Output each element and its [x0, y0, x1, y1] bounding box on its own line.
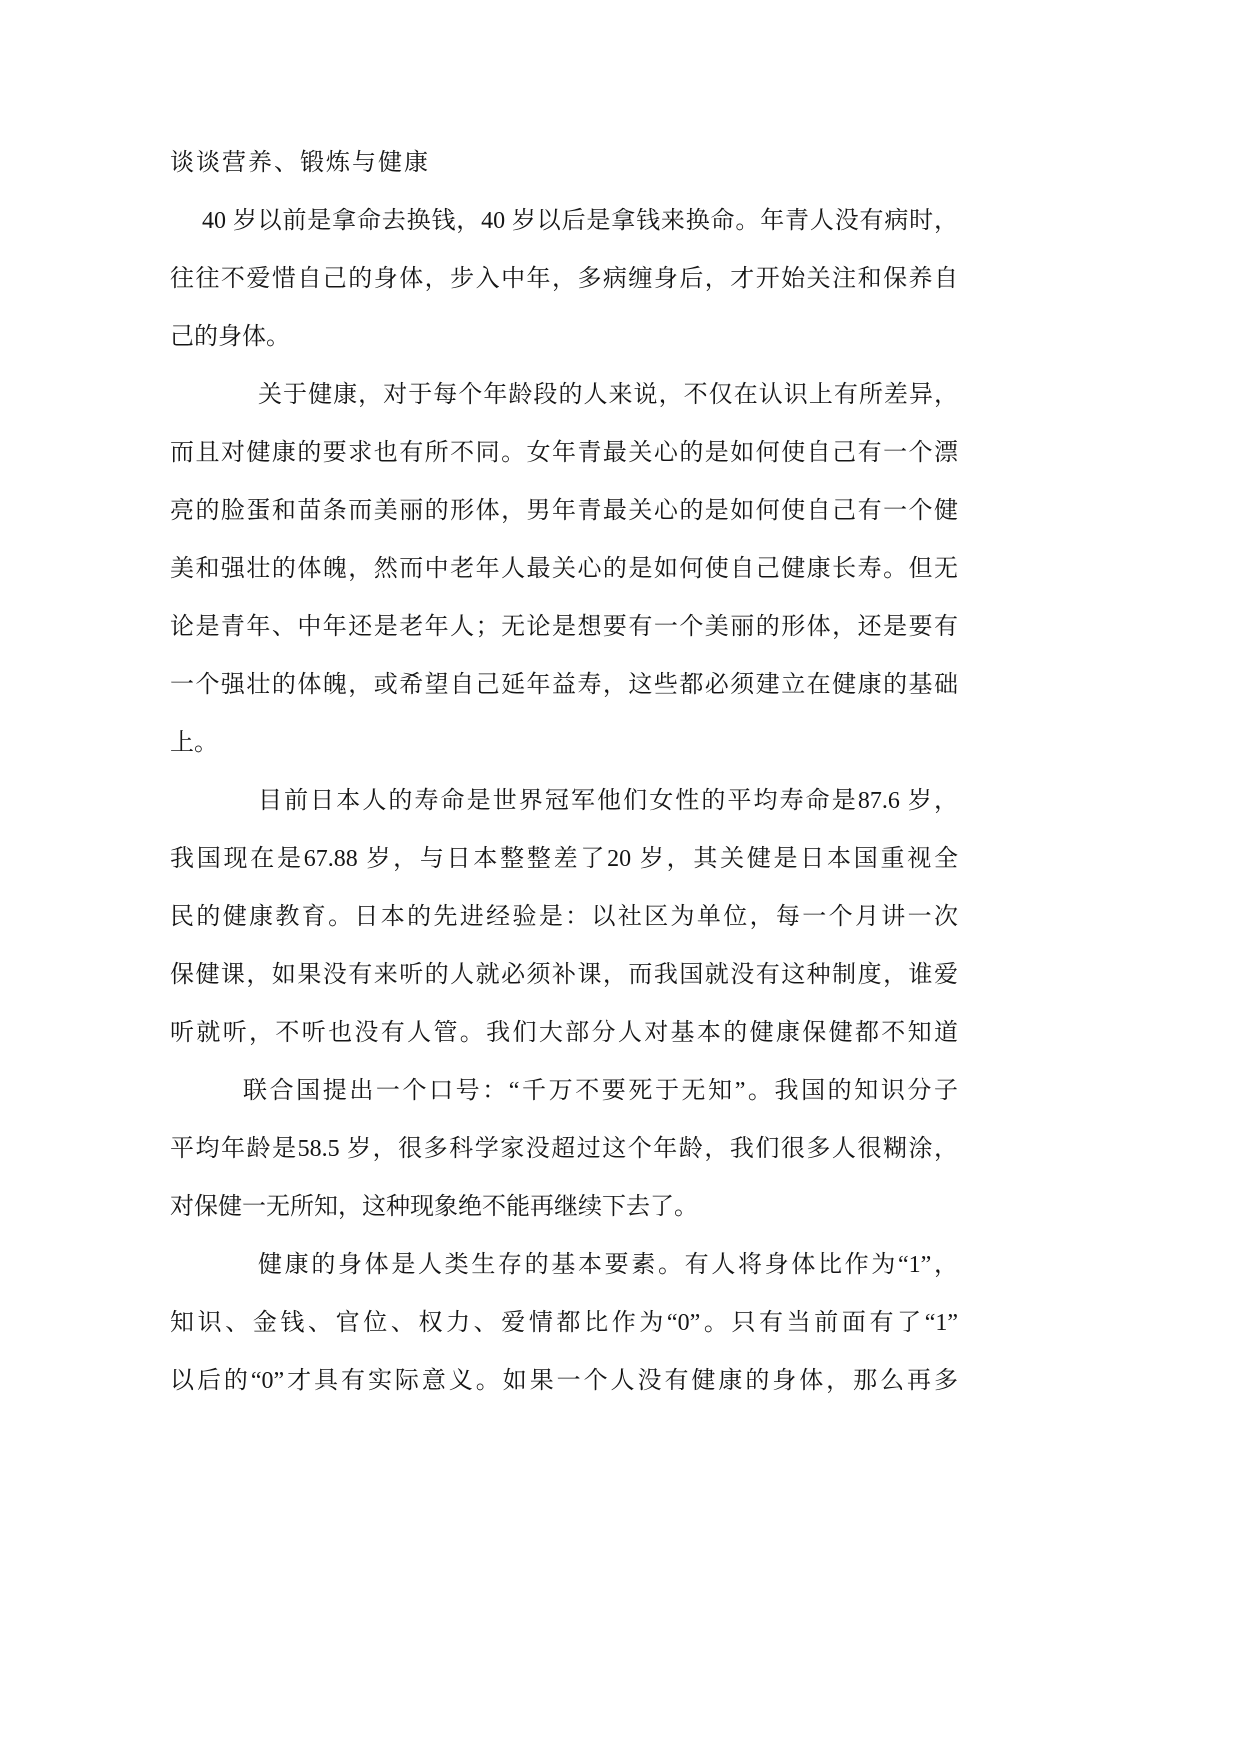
paragraph-1 [170, 192, 958, 366]
paragraph-line: 论是青年、中年还是老年人；无论是想要有一个美丽的形体，还是要有 [170, 614, 958, 640]
paragraph-line: 己的身体。 [170, 324, 290, 350]
paragraph-5 [170, 1236, 958, 1410]
paragraph-line: 关于健康，对于每个年龄段的人来说，不仅在认识上有所差异， [258, 382, 958, 408]
paragraph-line: 往往不爱惜自己的身体，步入中年，多病缠身后，才开始关注和保养自 [170, 266, 958, 292]
paragraph-line: 民的健康教育。日本的先进经验是：以社区为单位，每一个月讲一次 [170, 904, 958, 930]
paragraph-line: 健康的身体是人类生存的基本要素。有人将身体比作为“1”， [258, 1252, 958, 1278]
paragraph-line: 联合国提出一个口号：“千万不要死于无知”。我国的知识分子 [243, 1078, 958, 1104]
document-title: 谈谈营养、锻炼与健康 [170, 150, 430, 176]
paragraph-line: 知识、金钱、官位、权力、爱情都比作为“0”。只有当前面有了“1” [170, 1310, 958, 1336]
paragraph-4 [170, 1062, 958, 1236]
paragraph-line: 保健课，如果没有来听的人就必须补课，而我国就没有这种制度，谁爱 [170, 962, 958, 988]
paragraph-line: 美和强壮的体魄，然而中老年人最关心的是如何使自己健康长寿。但无 [170, 556, 958, 582]
paragraph-line: 听就听，不听也没有人管。我们大部分人对基本的健康保健都不知道 [170, 1020, 958, 1046]
paragraph-line: 上。 [170, 730, 218, 756]
paragraph-line: 我国现在是67.88 岁，与日本整整差了20 岁，其关健是日本国重视全 [170, 846, 958, 872]
paragraph-line: 对保健一无所知，这种现象绝不能再继续下去了。 [170, 1194, 698, 1220]
paragraph-2 [170, 366, 958, 772]
paragraph-line: 平均年龄是58.5 岁，很多科学家没超过这个年龄，我们很多人很糊涂， [170, 1136, 958, 1162]
paragraph-line: 40 岁以前是拿命去换钱，40 岁以后是拿钱来换命。年青人没有病时， [202, 208, 958, 234]
paragraph-line: 目前日本人的寿命是世界冠军他们女性的平均寿命是87.6 岁， [258, 788, 958, 814]
paragraph-line: 一个强壮的体魄，或希望自己延年益寿，这些都必须建立在健康的基础 [170, 672, 958, 698]
paragraph-line: 而且对健康的要求也有所不同。女年青最关心的是如何使自己有一个漂 [170, 440, 958, 466]
paragraph-line: 亮的脸蛋和苗条而美丽的形体，男年青最关心的是如何使自己有一个健 [170, 498, 958, 524]
document-page [170, 134, 958, 1410]
paragraph-line: 以后的“0”才具有实际意义。如果一个人没有健康的身体，那么再多 [170, 1368, 958, 1394]
paragraph-3 [170, 772, 958, 1062]
